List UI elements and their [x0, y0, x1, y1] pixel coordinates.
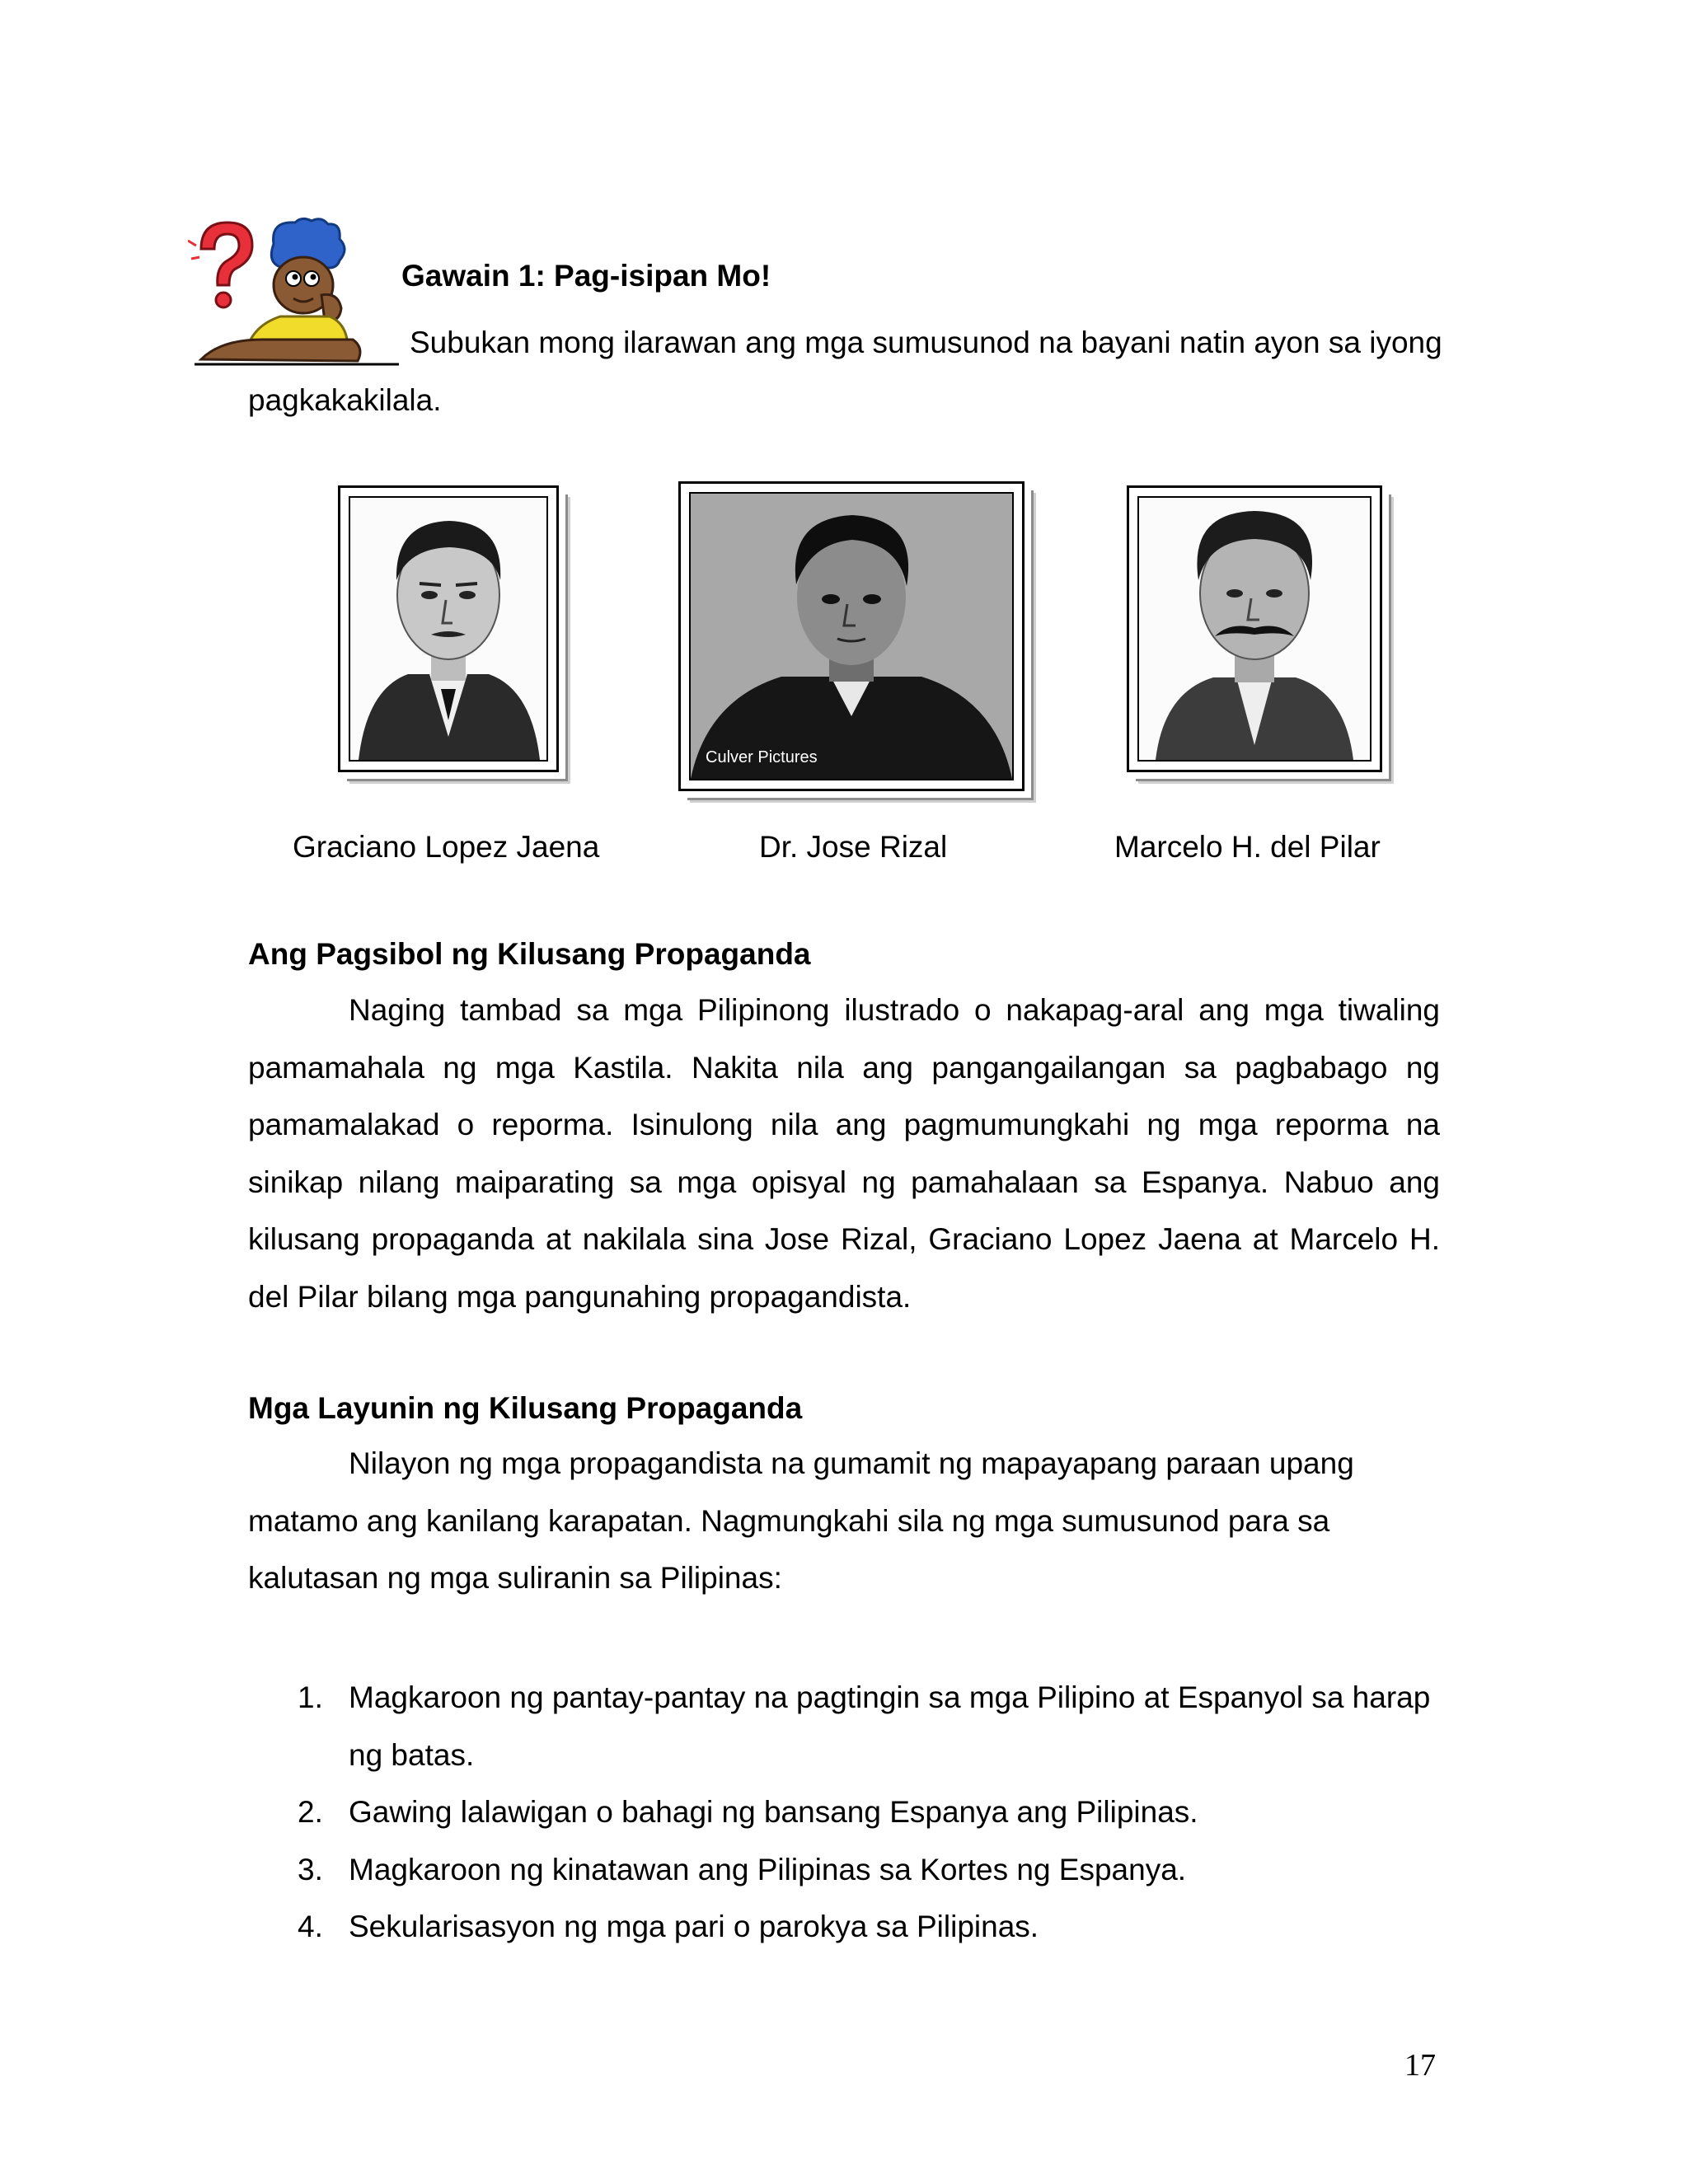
paragraph-pagsibol: Naging tambad sa mga Pilipinong ilustrado o nakapag-aral ang mga tiwaling pamamahala ng mga Kastila. Nakita nila ang pangangailangan sa pagbabago ng pamamalakad o reporma. Isinulong nila ang pagmumungkahi ng mga reporma na sinikap nilang maiparating sa mga opisyal ng pamahalaan sa Espanya. Nabuo ang kilusang propaganda at nakilala sina Jose Rizal, Graciano Lopez Jaena at Marcelo H. del Pilar bilang mga pangunahing propagandista. — [248, 993, 1440, 1314]
caption-lopez-jaena: Graciano Lopez Jaena — [293, 830, 600, 864]
caption-del-pilar: Marcelo H. del Pilar — [1114, 830, 1381, 864]
activity-title: Gawain 1: Pag-isipan Mo! — [401, 259, 771, 293]
activity-instruction: Subukan mong ilarawan ang mga sumusunod na bayani natin ayon sa iyong pagkakakilala. — [248, 326, 1442, 417]
portrait-frame-del-pilar — [1127, 485, 1382, 772]
list-item-text: Sekularisasyon ng mga pari o parokya sa Pilipinas. — [349, 1910, 1039, 1943]
list-item — [248, 1898, 1451, 1956]
list-item-number: 1. — [298, 1680, 323, 1714]
portrait-frame-lopez-jaena — [338, 485, 559, 772]
list-item-text: Gawing lalawigan o bahagi ng bansang Espanya ang Pilipinas. — [349, 1795, 1198, 1829]
list-item — [248, 1841, 1451, 1899]
list-item-number: 3. — [298, 1852, 323, 1886]
section-heading-pagsibol: Ang Pagsibol ng Kilusang Propaganda — [248, 937, 811, 971]
caption-rizal: Dr. Jose Rizal — [759, 830, 948, 864]
list-item-text: Magkaroon ng kinatawan ang Pilipinas sa Kortes ng Espanya. — [349, 1852, 1187, 1886]
list-item — [248, 1783, 1451, 1841]
portrait-rizal — [689, 492, 1014, 780]
list-item-text: Magkaroon ng pantay-pantay na pagtingin sa mga Pilipino at Espanyol sa harap ng batas. — [349, 1680, 1431, 1772]
portrait-lopez-jaena — [349, 496, 548, 762]
portrait-frame-rizal — [678, 481, 1025, 791]
photo-credit: Culver Pictures — [706, 748, 818, 766]
paragraph-layunin: Nilayon ng mga propagandista na gumamit ng mapayapang paraan upang matamo ang kanilang karapatan. Nagmungkahi sila ng mga sumusunod para sa kalutasan ng mga suliranin sa Pilipinas: — [248, 1446, 1354, 1595]
list-item-number: 4. — [298, 1910, 323, 1943]
page-number: 17 — [1404, 2048, 1436, 2083]
objectives-list — [248, 1669, 1451, 1956]
portrait-del-pilar — [1137, 496, 1372, 762]
section-heading-layunin: Mga Layunin ng Kilusang Propaganda — [248, 1391, 803, 1425]
list-item-number: 2. — [298, 1795, 323, 1829]
list-item — [248, 1669, 1451, 1783]
